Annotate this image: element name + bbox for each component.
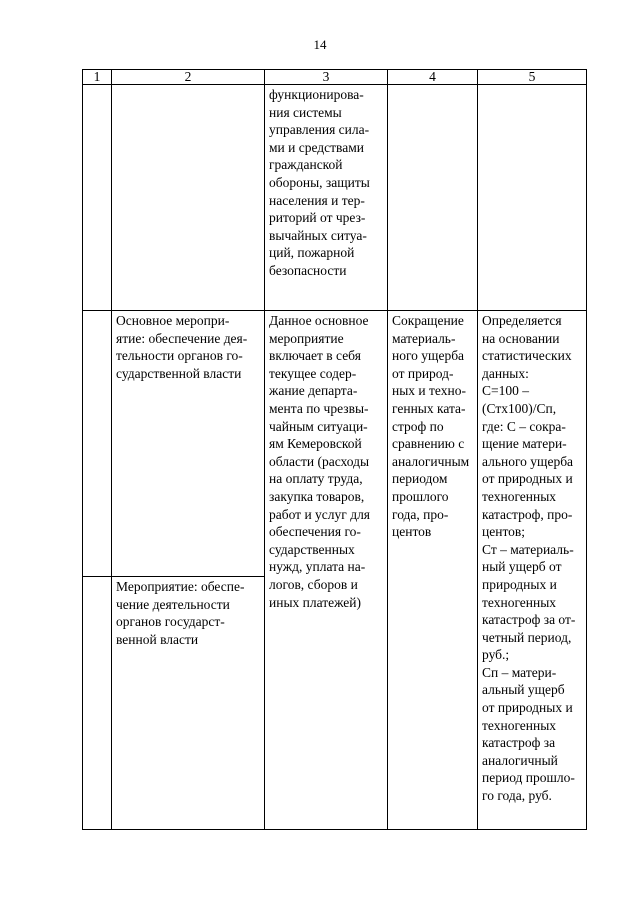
row1-col5 (478, 85, 587, 311)
header-col-1: 1 (83, 70, 112, 85)
row1-col1 (83, 85, 112, 311)
measures-table (82, 69, 587, 830)
row1-col2 (112, 85, 265, 311)
row2-col4 (388, 311, 478, 830)
row2-col3 (265, 311, 388, 830)
header-col-4: 4 (388, 70, 478, 85)
row3-col1 (83, 577, 112, 830)
indicator-name-text: Сокращение материаль- ного ущерба от природ- ных и техно- генных ката- строф по сравнению с аналогичным периодом прошлого года, про- центов (392, 313, 470, 540)
row3-col2 (112, 577, 265, 830)
table-row (83, 85, 587, 311)
page-number: 14 (313, 37, 327, 52)
table-row (83, 311, 587, 577)
header-col-2: 2 (112, 70, 265, 85)
row1-col4 (388, 85, 478, 311)
row2-col5 (478, 311, 587, 830)
row2-col1 (83, 311, 112, 577)
measure-description-text: Данное основное мероприятие включает в себя текущее содер- жание департа- мента по чрезвы- чайным ситуаци- ям Кемеровской области (расходы на оплату труда, закупка товаров, работ и услуг для обеспечения го- сударственных нужд, уплата на- логов, сборов и иных платежей) (269, 313, 371, 610)
header-col-3: 3 (265, 70, 388, 85)
row1-col3 (265, 85, 388, 311)
calculation-method-text: Определяется на основании статистических данных: С=100 – (Стх100)/Сп, где: С – сокра- щение матери- ального ущерба от природных и техногенных катастроф, про- центов; Ст – материаль- ный ущерб от природных и техногенных катастроф за от- четный период, руб.; Сп – матери- альный ущерб от природных и техногенных катастроф за аналогичный период прошло- го года, руб. (482, 313, 576, 804)
main-measure-text: Основное меропри- ятие: обеспечение дея- тельности органов го- сударственной власти (116, 313, 248, 381)
header-col-5: 5 (478, 70, 587, 85)
row2-col2 (112, 311, 265, 577)
sub-measure-text: Мероприятие: обеспе- чение деятельности органов государст- венной власти (116, 579, 245, 647)
row1-col3-text: функционирова- ния системы управления сила- ми и средствами гражданской обороны, защиты населения и тер- риторий от чрез- вычайных ситуа- ций, пожарной безопасности (269, 87, 370, 278)
header-row (83, 70, 587, 85)
